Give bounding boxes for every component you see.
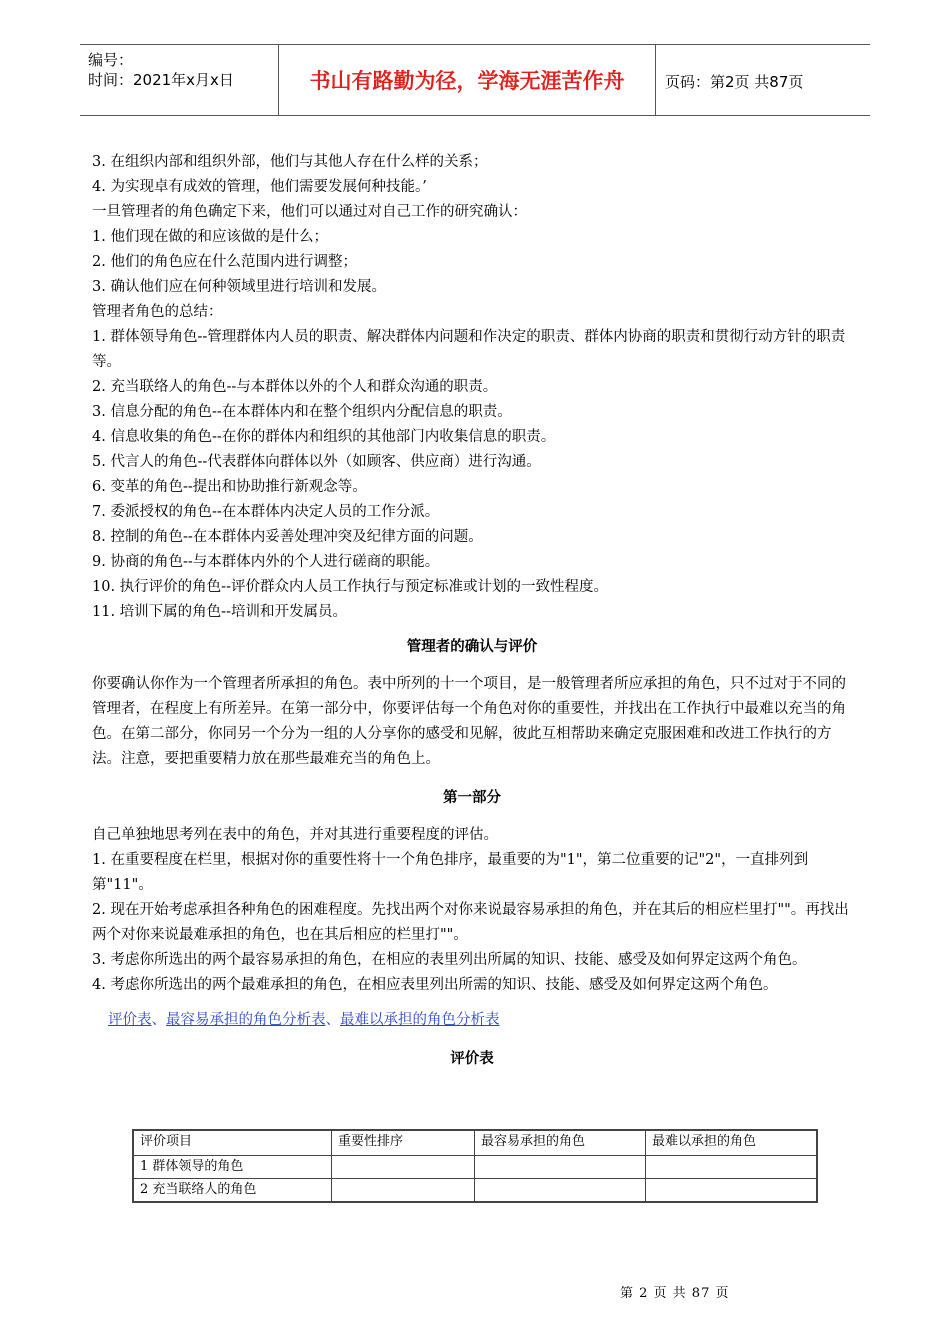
code-label: 编号： — [88, 51, 134, 69]
table-header-cell: 评价项目 — [133, 1130, 332, 1156]
header-page-info: 页码：第2页 共87页 — [665, 73, 804, 91]
text-line: 2. 充当联络人的角色--与本群体以外的个人和群众沟通的职责。 — [92, 379, 498, 395]
table-cell[interactable] — [475, 1156, 646, 1179]
text-line: 管理者角色的总结： — [92, 304, 223, 320]
role-name: 2 充当联络人的角色 — [140, 1182, 257, 1195]
header-motto: 书山有路勤为径，学海无涯苦作舟 — [309, 69, 625, 93]
text-line: 3. 确认他们应在何种领域里进行培训和发展。 — [92, 279, 386, 295]
text-line: 1. 他们现在做的和应该做的是什么； — [92, 229, 328, 245]
table-cell[interactable] — [332, 1179, 475, 1203]
link-separator: 、 — [151, 1012, 166, 1028]
text-line: 4. 为实现卓有成效的管理，他们需要发展何种技能。’ — [92, 179, 427, 195]
text-line: 5. 代言人的角色--代表群体向群体以外（如顾客、供应商）进行沟通。 — [92, 454, 541, 470]
table-cell[interactable] — [332, 1156, 475, 1179]
role-name: 1 群体领导的角色 — [140, 1159, 244, 1172]
link-separator: 、 — [325, 1012, 340, 1028]
text-line: 自己单独地思考列在表中的角色，并对其进行重要程度的评估。 — [92, 827, 498, 843]
text-line: 4. 考虑你所选出的两个最难承担的角色，在相应表里列出所需的知识、技能、感受及如何界定这两个角色。 — [92, 977, 778, 993]
section-title: 管理者的确认与评价 — [406, 639, 538, 655]
table-row — [133, 1156, 817, 1179]
text-line: 8. 控制的角色--在本群体内妥善处理冲突及纪律方面的问题。 — [92, 529, 483, 545]
table-header-cell: 最容易承担的角色 — [475, 1130, 646, 1156]
text-line: 4. 信息收集的角色--在你的群体内和组织的其他部门内收集信息的职责。 — [92, 429, 556, 445]
table-row — [133, 1179, 817, 1203]
link-easiest-role-table[interactable]: 最容易承担的角色分析表 — [166, 1012, 326, 1028]
text-line: 6. 变革的角色--提出和协助推行新观念等。 — [92, 479, 367, 495]
text-line: 10. 执行评价的角色--评价群众内人员工作执行与预定标准或计划的一致性程度。 — [92, 579, 608, 595]
evaluation-table — [132, 1129, 818, 1203]
text-line: 1. 群体领导角色--管理群体内人员的职责、解决群体内问题和作决定的职责、群体内协商的职责和贯彻行动方针的职责等。 — [92, 329, 846, 370]
table-title: 评价表 — [450, 1051, 494, 1067]
table-header-row — [133, 1130, 817, 1156]
link-evaluation-table[interactable]: 评价表 — [108, 1012, 152, 1028]
text-line: 3. 考虑你所选出的两个最容易承担的角色，在相应的表里列出所属的知识、技能、感受及如何界定这两个角色。 — [92, 952, 807, 968]
table-header-cell: 重要性排序 — [332, 1130, 475, 1156]
page-footer: 第 2 页 共 87 页 — [620, 1286, 730, 1301]
text-line: 一旦管理者的角色确定下来，他们可以通过对自己工作的研究确认： — [92, 204, 527, 220]
text-line: 3. 在组织内部和组织外部，他们与其他人存在什么样的关系； — [92, 154, 488, 170]
table-links — [92, 1008, 852, 1033]
section-title: 第一部分 — [443, 790, 501, 806]
table-cell[interactable] — [475, 1179, 646, 1203]
table-cell[interactable] — [646, 1179, 818, 1203]
text-line: 2. 他们的角色应在什么范围内进行调整； — [92, 254, 357, 270]
header-meta — [80, 45, 278, 115]
text-line: 3. 信息分配的角色--在本群体内和在整个组织内分配信息的职责。 — [92, 404, 512, 420]
text-line: 1. 在重要程度在栏里，根据对你的重要性将十一个角色排序，最重要的为"1"，第二位重要的记"2"，一直排列到第"11"。 — [92, 852, 809, 893]
table-cell — [133, 1156, 332, 1179]
table-header-cell: 最难以承担的角色 — [646, 1130, 818, 1156]
time-label: 时间：2021年x月x日 — [88, 71, 234, 89]
link-hardest-role-table[interactable]: 最难以承担的角色分析表 — [340, 1012, 500, 1028]
section-paragraph: 你要确认你作为一个管理者所承担的角色。表中所列的十一个项目，是一般管理者所应承担的角色，只不过对于不同的管理者，在程度上有所差异。在第一部分中，你要评估每一个角色对你的重要性，并找出在工作执行中最难以充当的角色。在第二部分，你同另一个分为一组的人分享你的感受和见解，彼此互相帮助来确定克服困难和改进工作执行的方法。注意，要把重要精力放在那些最难充当的角色上。 — [92, 676, 846, 767]
text-line: 2. 现在开始考虑承担各种角色的困难程度。先找出两个对你来说最容易承担的角色，并在其后的相应栏里打""。再找出两个对你来说最难承担的角色，也在其后相应的栏里打""。 — [92, 902, 849, 943]
text-line: 7. 委派授权的角色--在本群体内决定人员的工作分派。 — [92, 504, 440, 520]
header-divider — [655, 45, 656, 115]
table-cell[interactable] — [646, 1156, 818, 1179]
table-cell — [133, 1179, 332, 1203]
text-line: 9. 协商的角色--与本群体内外的个人进行磋商的职能。 — [92, 554, 440, 570]
page-header — [80, 44, 870, 116]
document-body — [92, 150, 852, 1072]
text-line: 11. 培训下属的角色--培训和开发属员。 — [92, 604, 347, 620]
